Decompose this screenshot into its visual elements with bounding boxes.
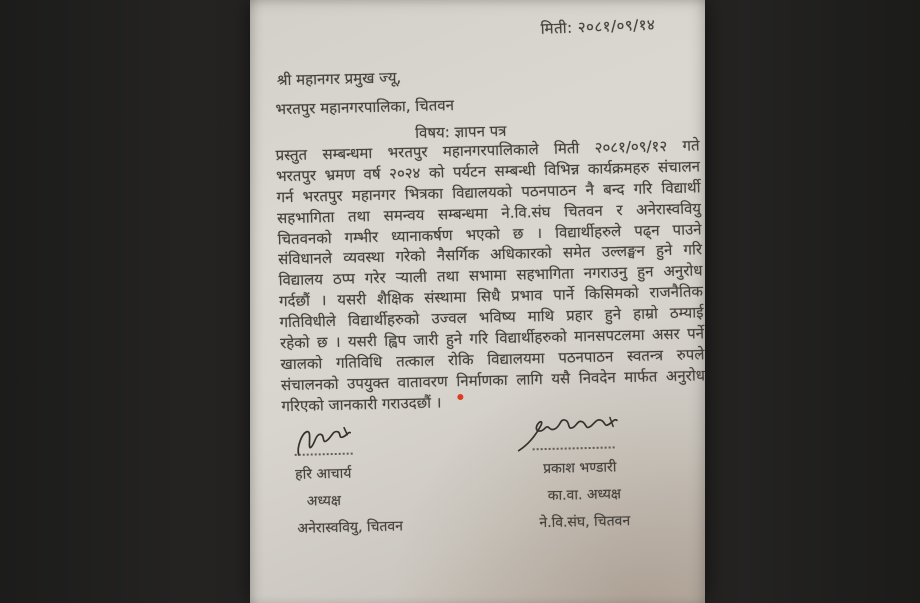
body-line: गर्न भरतपुर महानगर भित्रका विद्यालयको पठनपाठन नै बन्द गरि विद्यार्थी — [276, 178, 701, 207]
signatory-title: का.वा. अध्यक्ष — [547, 486, 622, 504]
signature-block-left — [294, 424, 403, 537]
signatory-title: अध्यक्ष — [306, 492, 342, 510]
signatory-org: ने.वि.संघ, चितवन — [539, 513, 631, 532]
body-line: प्रस्तुत सम्बन्धमा भरतपुर महानगरपालिकाले मिती २०८१/०९/१२ गते — [275, 136, 700, 165]
body-paragraph — [275, 135, 705, 416]
body-line: खालको गतिविधि तत्काल रोकि विद्यालयमा पठनपाठन स्वतन्त्र रुपले — [280, 345, 705, 374]
body-line: संविधानले व्यवस्था गरेको नैसर्गिक अधिकारको समेत उल्लङ्घन हुने गरि — [277, 240, 703, 269]
addressee-line-2: भरतपुर महानगरपालिका, चितवन — [275, 96, 455, 119]
body-line: गतिविधीले विद्यार्थीहरुको उज्वल भविष्य माथि प्रहार हुने हाम्रो ठम्याई — [279, 303, 704, 332]
subject-line: विषय: ज्ञापन पत्र — [414, 121, 507, 143]
signatory-name: प्रकाश भण्डारी — [542, 459, 617, 478]
body-line: सहभागिता तथा समन्वय सम्बन्धमा ने.वि.संघ चितवन र अनेरास्ववियु — [276, 198, 702, 227]
signature-block-right — [516, 414, 630, 533]
red-dot-mark — [457, 394, 463, 400]
body-line: गर्दछौं । यसरी शैक्षिक संस्थामा सिधै प्रभाव पार्ने किसिमको राजनैतिक — [278, 282, 704, 311]
addressee-line-1: श्री महानगर प्रमुख ज्यू, — [276, 68, 402, 90]
body-line: संचालनको उपयुक्त वातावरण निर्माणका लागि यसै निवदेन मार्फत अनुरोध — [280, 366, 706, 395]
body-line: चितवनको गम्भीर ध्यानाकर्षण भएको छ । विद्यार्थीहरुले पढ्न पाउने — [277, 219, 702, 248]
date-line: मिती: २०८१/०९/१४ — [540, 15, 656, 38]
letter-paper — [250, 0, 705, 603]
signatory-org: अनेरास्ववियु, चितवन — [297, 518, 404, 537]
letter-content — [244, 0, 713, 603]
body-line: विद्यालय ठप्प गरेर ऱ्याली तथा सभामा सहभागिता नगराउनु हुन अनुरोध — [278, 261, 703, 290]
body-line-text: गरिएको जानकारी गराउदछौं । — [281, 393, 442, 415]
body-line: भरतपुर भ्रमण वर्ष २०२४ को पर्यटन सम्बन्धी विभिन्न कार्यक्रमहरु संचालन — [275, 157, 701, 186]
signatory-name: हरि आचार्य — [294, 465, 352, 483]
body-line: रहेको छ । यसरी ह्विप जारी हुने गरि विद्यार्थीहरुको मानसपटलमा असर पर्ने — [279, 324, 705, 353]
